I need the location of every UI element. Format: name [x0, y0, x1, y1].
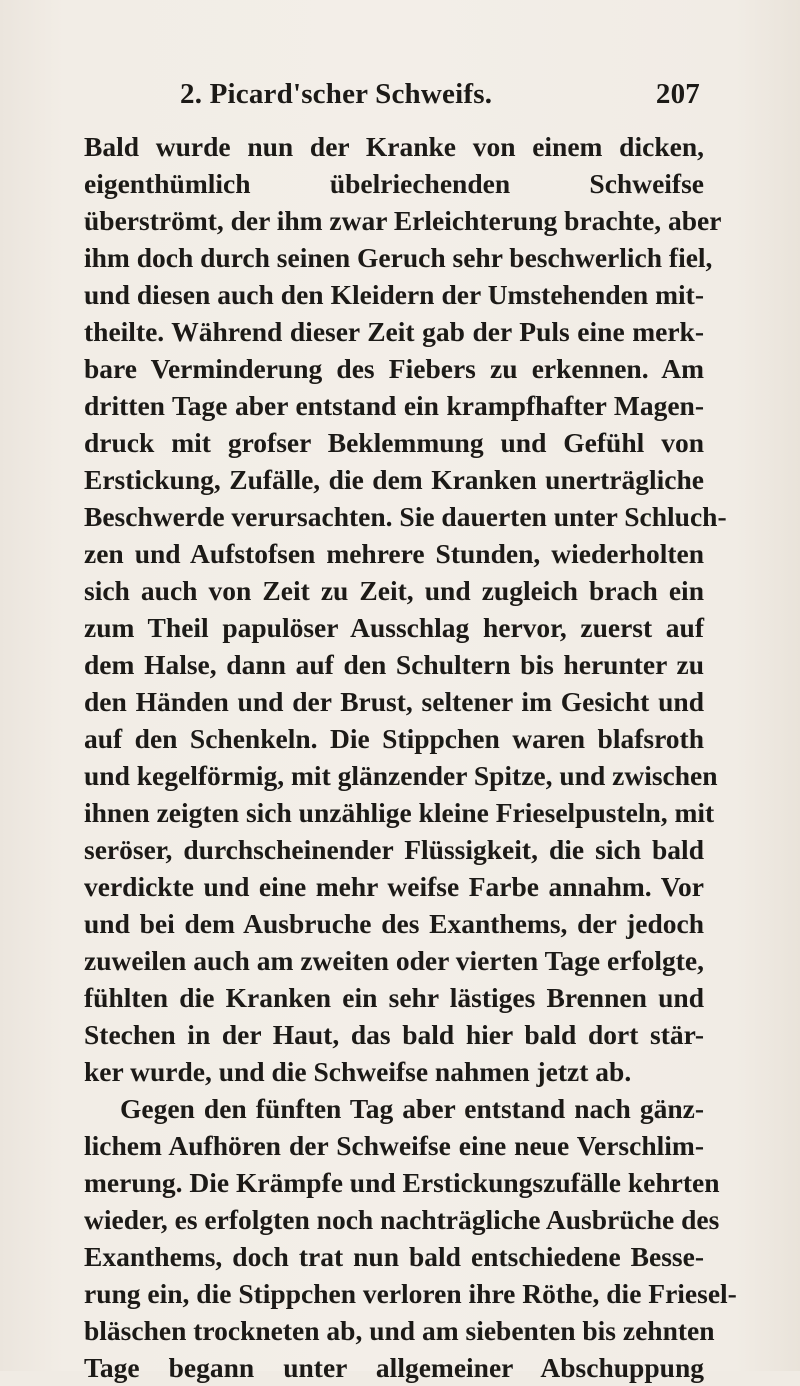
text-line: rung ein, die Stippchen verloren ihre Röthe, die Friesel- — [84, 1278, 737, 1309]
text-line: den Händen und der Brust, seltener im Gesicht und — [84, 686, 704, 717]
text-line: sich auch von Zeit zu Zeit, und zugleich brach ein — [84, 575, 704, 606]
text-line: merung. Die Krämpfe und Erstickungszufälle kehrten — [84, 1167, 720, 1198]
text-line: verdickte und eine mehr weifse Farbe annahm. Vor — [84, 871, 704, 902]
text-line: wieder, es erfolgten noch nachträgliche Ausbrüche des — [84, 1204, 720, 1235]
text-line: Erstickung, Zufälle, die dem Kranken unerträgliche — [84, 464, 704, 495]
text-line: dritten Tage aber entstand ein krampfhafter Magen- — [84, 390, 704, 421]
text-line: ker wurde, und die Schweifse nahmen jetzt ab. — [84, 1056, 632, 1087]
text-line: seröser, durchscheinender Flüssigkeit, die sich bald — [84, 834, 704, 865]
text-line: theilte. Während dieser Zeit gab der Puls eine merk- — [84, 316, 704, 347]
text-line: Stechen in der Haut, das bald hier bald dort stär- — [84, 1019, 704, 1050]
text-line: auf den Schenkeln. Die Stippchen waren blafsroth — [84, 723, 704, 754]
text-line: eigenthümlich übelriechenden Schweifse — [84, 168, 704, 199]
text-line: lichem Aufhören der Schweifse eine neue Verschlim- — [84, 1130, 704, 1161]
text-line: dem Halse, dann auf den Schultern bis herunter zu — [84, 649, 704, 680]
header-title: 2. Picard'scher Schweifs. — [180, 78, 493, 110]
text-line: ihm doch durch seinen Geruch sehr beschwerlich fiel, — [84, 242, 713, 273]
text-line: bläschen trockneten ab, und am siebenten bis zehnten — [84, 1315, 715, 1346]
text-line: Gegen den fünften Tag aber entstand nach gänz- — [120, 1093, 704, 1124]
body-text — [84, 128, 737, 1386]
text-line: und diesen auch den Kleidern der Umstehenden mit- — [84, 279, 704, 310]
text-line: fühlten die Kranken ein sehr lästiges Brennen und — [84, 982, 704, 1013]
text-line: und bei dem Ausbruche des Exanthems, der jedoch — [84, 908, 704, 939]
running-header — [180, 78, 700, 118]
text-line: überströmt, der ihm zwar Erleichterung brachte, aber — [84, 205, 722, 236]
text-line: Tage begann unter allgemeiner Abschuppung — [84, 1352, 704, 1383]
page-number: 207 — [655, 78, 700, 110]
text-line: druck mit grofser Beklemmung und Gefühl von — [84, 427, 704, 458]
text-line: Exanthems, doch trat nun bald entschiedene Besse- — [84, 1241, 704, 1272]
text-line: Beschwerde verursachten. Sie dauerten unter Schluch- — [84, 501, 727, 532]
text-line: zum Theil papulöser Ausschlag hervor, zuerst auf — [84, 612, 704, 643]
text-line: ihnen zeigten sich unzählige kleine Frieselpusteln, mit — [84, 797, 715, 828]
text-line: Bald wurde nun der Kranke von einem dicken, — [84, 131, 704, 162]
text-line: und kegelförmig, mit glänzender Spitze, und zwischen — [84, 760, 718, 791]
text-line: zen und Aufstofsen mehrere Stunden, wiederholten — [84, 538, 704, 569]
text-line: bare Verminderung des Fiebers zu erkennen. Am — [84, 353, 704, 384]
text-line: zuweilen auch am zweiten oder vierten Tage erfolgte, — [84, 945, 704, 976]
